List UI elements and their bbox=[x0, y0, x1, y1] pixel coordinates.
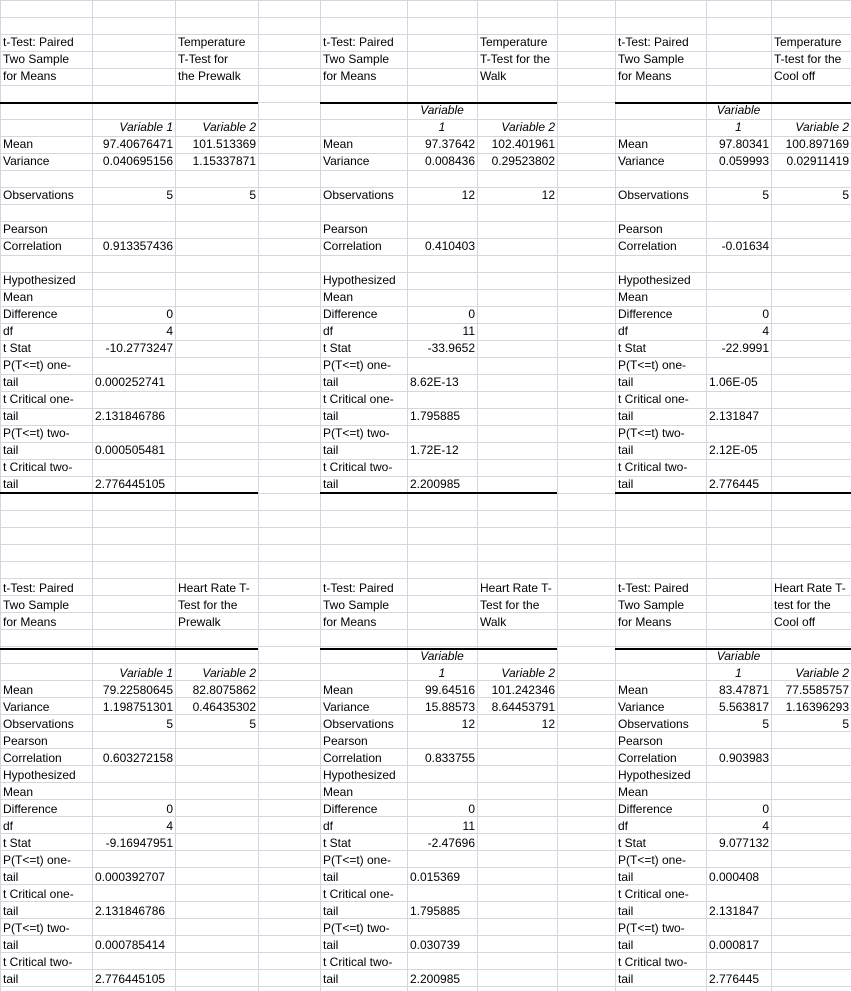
grid-row-line bbox=[0, 170, 851, 171]
pearson-value: 0.833755 bbox=[424, 751, 475, 765]
variance-value-1: 0.040695156 bbox=[102, 154, 173, 168]
row-label-hypothesized-diff: Difference bbox=[323, 307, 378, 321]
hypothesized-diff-value: 0 bbox=[468, 307, 475, 321]
hypothesized-diff-value: 0 bbox=[762, 307, 769, 321]
row-label-pearson: Pearson bbox=[618, 222, 663, 236]
row-label-hypothesized-diff: Mean bbox=[618, 785, 649, 799]
row-label-t-critical-two-tail: tail bbox=[3, 972, 19, 986]
observations-value-2: 12 bbox=[541, 717, 555, 731]
column-header-variable-2: Variable 2 bbox=[501, 120, 555, 134]
p-one-tail-value: 1.06E-05 bbox=[709, 375, 758, 389]
row-label-observations: Observations bbox=[3, 717, 74, 731]
grid-row-line bbox=[0, 544, 851, 545]
p-two-tail-value: 0.030739 bbox=[410, 938, 461, 952]
row-label-variance: Variance bbox=[323, 700, 370, 714]
row-label-mean: Mean bbox=[3, 137, 34, 151]
p-two-tail-value: 0.000785414 bbox=[95, 938, 166, 952]
t-critical-one-tail-value: 2.131846786 bbox=[95, 409, 166, 423]
t-stat-value: -9.16947951 bbox=[105, 836, 173, 850]
variance-value-1: 0.059993 bbox=[718, 154, 769, 168]
row-label-p-one-tail: tail bbox=[618, 870, 634, 884]
row-label-hypothesized-diff: Mean bbox=[323, 290, 354, 304]
observations-value-1: 5 bbox=[166, 717, 173, 731]
row-label-p-two-tail: tail bbox=[323, 938, 339, 952]
row-label-df: df bbox=[618, 819, 629, 833]
observations-value-2: 12 bbox=[541, 188, 555, 202]
row-label-variance: Variance bbox=[3, 700, 50, 714]
grid-row-line bbox=[0, 867, 851, 868]
pearson-value: 0.913357436 bbox=[102, 239, 173, 253]
row-label-pearson: Pearson bbox=[3, 734, 48, 748]
mean-value-1: 83.47871 bbox=[718, 683, 769, 697]
grid-row-line bbox=[0, 527, 851, 528]
pearson-value: -0.01634 bbox=[721, 239, 769, 253]
table-title: the Prewalk bbox=[178, 69, 241, 83]
column-header-variable-1: Variable bbox=[420, 103, 464, 117]
table-title: Cool off bbox=[774, 615, 816, 629]
table-title: Walk bbox=[480, 69, 507, 83]
row-label-t-critical-two-tail: t Critical two- bbox=[3, 955, 73, 969]
table-title: Heart Rate T- bbox=[178, 581, 250, 595]
row-label-variance: Variance bbox=[3, 154, 50, 168]
row-label-p-one-tail: tail bbox=[323, 870, 339, 884]
row-label-observations: Observations bbox=[618, 188, 689, 202]
row-label-t-critical-one-tail: tail bbox=[618, 409, 634, 423]
row-label-hypothesized-diff: Hypothesized bbox=[323, 273, 396, 287]
column-header-variable-2: Variable 2 bbox=[501, 666, 555, 680]
t-critical-two-tail-value: 2.200985 bbox=[410, 972, 461, 986]
mean-value-2: 77.5585757 bbox=[785, 683, 849, 697]
observations-value-1: 12 bbox=[461, 188, 475, 202]
t-critical-one-tail-value: 2.131846786 bbox=[95, 904, 166, 918]
t-critical-one-tail-value: 1.795885 bbox=[410, 904, 461, 918]
row-label-t-critical-one-tail: t Critical one- bbox=[618, 887, 689, 901]
row-label-p-one-tail: P(T<=t) one- bbox=[323, 358, 392, 372]
p-one-tail-value: 0.000252741 bbox=[95, 375, 166, 389]
ttest-header-label: Two Sample bbox=[618, 598, 685, 612]
ttest-header-label: t-Test: Paired bbox=[618, 35, 689, 49]
t-critical-two-tail-value: 2.776445105 bbox=[95, 972, 166, 986]
row-label-p-two-tail: tail bbox=[3, 938, 19, 952]
column-header-variable-1: Variable bbox=[716, 103, 761, 117]
row-label-t-stat: t Stat bbox=[618, 836, 647, 850]
p-two-tail-value: 0.000817 bbox=[709, 938, 760, 952]
table-title: Test for the bbox=[178, 598, 238, 612]
row-label-t-stat: t Stat bbox=[3, 341, 32, 355]
hypothesized-diff-value: 0 bbox=[762, 802, 769, 816]
row-label-t-critical-one-tail: tail bbox=[323, 904, 339, 918]
table-title: test for the bbox=[774, 598, 831, 612]
t-stat-value: 9.077132 bbox=[718, 836, 769, 850]
row-label-p-one-tail: P(T<=t) one- bbox=[3, 853, 72, 867]
row-label-hypothesized-diff: Mean bbox=[323, 785, 354, 799]
row-label-df: df bbox=[618, 324, 629, 338]
row-label-t-stat: t Stat bbox=[323, 836, 352, 850]
row-label-hypothesized-diff: Hypothesized bbox=[3, 273, 76, 287]
table-top-border bbox=[0, 102, 258, 104]
grid-row-line bbox=[0, 391, 851, 392]
t-critical-one-tail-value: 2.131847 bbox=[709, 904, 760, 918]
observations-value-2: 5 bbox=[249, 188, 256, 202]
grid-row-line bbox=[0, 221, 851, 222]
p-one-tail-value: 0.000408 bbox=[709, 870, 760, 884]
row-label-hypothesized-diff: Hypothesized bbox=[618, 273, 691, 287]
row-label-t-critical-one-tail: tail bbox=[3, 904, 19, 918]
column-header-variable-1: 1 bbox=[438, 120, 446, 134]
mean-value-2: 100.897169 bbox=[785, 137, 849, 151]
row-label-hypothesized-diff: Hypothesized bbox=[3, 768, 76, 782]
row-label-p-two-tail: tail bbox=[3, 443, 19, 457]
row-label-hypothesized-diff: Mean bbox=[3, 785, 34, 799]
table-top-border bbox=[0, 648, 258, 650]
column-header-variable-1: 1 bbox=[735, 666, 742, 680]
column-header-variable-1: Variable bbox=[420, 649, 464, 663]
grid-column-line bbox=[258, 0, 259, 991]
variance-value-2: 0.02911419 bbox=[786, 154, 849, 168]
p-two-tail-value: 2.12E-05 bbox=[709, 443, 758, 457]
t-stat-value: -33.9652 bbox=[427, 341, 475, 355]
column-header-variable-2: Variable 2 bbox=[202, 120, 256, 134]
row-label-mean: Mean bbox=[3, 683, 34, 697]
pearson-value: 0.903983 bbox=[718, 751, 769, 765]
table-title: T-test for the bbox=[774, 52, 842, 66]
row-label-df: df bbox=[323, 324, 334, 338]
p-two-tail-value: 1.72E-12 bbox=[410, 443, 459, 457]
variance-value-2: 0.46435302 bbox=[192, 700, 256, 714]
row-label-t-critical-two-tail: t Critical two- bbox=[3, 460, 73, 474]
row-label-observations: Observations bbox=[3, 188, 74, 202]
row-label-t-stat: t Stat bbox=[618, 341, 647, 355]
column-header-variable-1: Variable 1 bbox=[119, 666, 173, 680]
ttest-header-label: for Means bbox=[323, 69, 377, 83]
t-critical-two-tail-value: 2.776445 bbox=[709, 477, 760, 491]
t-stat-value: -2.47696 bbox=[427, 836, 475, 850]
variance-value-1: 5.563817 bbox=[718, 700, 769, 714]
row-label-pearson: Correlation bbox=[3, 239, 62, 253]
grid-row-line bbox=[0, 272, 851, 273]
row-label-t-critical-one-tail: t Critical one- bbox=[323, 887, 394, 901]
row-label-p-two-tail: P(T<=t) two- bbox=[3, 921, 70, 935]
grid-row-line bbox=[0, 935, 851, 936]
grid-row-line bbox=[0, 748, 851, 749]
row-label-df: df bbox=[3, 324, 14, 338]
grid-row-line bbox=[0, 204, 851, 205]
t-critical-two-tail-value: 2.200985 bbox=[410, 477, 461, 491]
row-label-pearson: Pearson bbox=[323, 222, 368, 236]
row-label-p-two-tail: tail bbox=[618, 938, 634, 952]
table-title: Temperature bbox=[480, 35, 548, 49]
df-value: 11 bbox=[462, 324, 475, 338]
grid-row-line bbox=[0, 510, 851, 511]
ttest-header-label: for Means bbox=[618, 615, 672, 629]
mean-value-2: 102.401961 bbox=[491, 137, 555, 151]
table-title: Heart Rate T- bbox=[480, 581, 552, 595]
row-label-p-two-tail: tail bbox=[323, 443, 339, 457]
row-label-hypothesized-diff: Difference bbox=[618, 802, 673, 816]
row-label-t-critical-two-tail: t Critical two- bbox=[323, 460, 393, 474]
row-label-p-one-tail: P(T<=t) one- bbox=[3, 358, 72, 372]
row-label-observations: Observations bbox=[618, 717, 689, 731]
row-label-observations: Observations bbox=[323, 188, 394, 202]
row-label-p-one-tail: tail bbox=[618, 375, 634, 389]
grid-row-line bbox=[0, 289, 851, 290]
df-value: 4 bbox=[166, 819, 173, 833]
row-label-p-two-tail: P(T<=t) two- bbox=[323, 426, 390, 440]
ttest-header-label: t-Test: Paired bbox=[323, 35, 394, 49]
mean-value-1: 97.80341 bbox=[718, 137, 769, 151]
variance-value-2: 1.15337871 bbox=[192, 154, 256, 168]
column-header-variable-2: Variable 2 bbox=[795, 120, 849, 134]
row-label-pearson: Pearson bbox=[323, 734, 368, 748]
row-label-p-one-tail: P(T<=t) one- bbox=[618, 853, 687, 867]
p-two-tail-value: 0.000505481 bbox=[95, 443, 166, 457]
grid-row-line bbox=[0, 901, 851, 902]
row-label-t-stat: t Stat bbox=[3, 836, 32, 850]
grid-row-line bbox=[0, 459, 851, 460]
ttest-header-label: t-Test: Paired bbox=[618, 581, 689, 595]
hypothesized-diff-value: 0 bbox=[468, 802, 475, 816]
row-label-t-critical-two-tail: tail bbox=[618, 477, 634, 491]
df-value: 4 bbox=[762, 324, 769, 338]
grid-row-line bbox=[0, 782, 851, 783]
row-label-mean: Mean bbox=[323, 137, 354, 151]
ttest-header-label: Two Sample bbox=[3, 52, 70, 66]
table-title: T-Test for bbox=[178, 52, 229, 66]
df-value: 4 bbox=[166, 324, 173, 338]
row-label-hypothesized-diff: Hypothesized bbox=[323, 768, 396, 782]
ttest-header-label: Two Sample bbox=[323, 598, 390, 612]
row-label-pearson: Pearson bbox=[618, 734, 663, 748]
observations-value-2: 5 bbox=[249, 717, 256, 731]
row-label-t-critical-two-tail: t Critical two- bbox=[323, 955, 393, 969]
table-title: Walk bbox=[480, 615, 507, 629]
t-critical-two-tail-value: 2.776445 bbox=[709, 972, 760, 986]
row-label-variance: Variance bbox=[323, 154, 370, 168]
observations-value-1: 5 bbox=[166, 188, 173, 202]
mean-value-2: 82.8075862 bbox=[192, 683, 256, 697]
ttest-header-label: t-Test: Paired bbox=[3, 581, 74, 595]
ttest-header-label: for Means bbox=[3, 615, 57, 629]
row-label-t-critical-one-tail: t Critical one- bbox=[618, 392, 689, 406]
row-label-t-critical-two-tail: tail bbox=[323, 972, 339, 986]
table-title: Temperature bbox=[774, 35, 842, 49]
row-label-p-one-tail: tail bbox=[323, 375, 339, 389]
p-one-tail-value: 8.62E-13 bbox=[410, 375, 459, 389]
row-label-t-critical-two-tail: tail bbox=[3, 477, 19, 491]
variance-value-2: 1.16396293 bbox=[785, 700, 849, 714]
row-label-pearson: Correlation bbox=[323, 239, 382, 253]
row-label-p-two-tail: P(T<=t) two- bbox=[618, 921, 685, 935]
row-label-mean: Mean bbox=[618, 137, 649, 151]
mean-value-1: 99.64516 bbox=[424, 683, 475, 697]
row-label-hypothesized-diff: Mean bbox=[3, 290, 34, 304]
observations-value-2: 5 bbox=[842, 188, 849, 202]
grid-row-line bbox=[0, 357, 851, 358]
mean-value-1: 79.22580645 bbox=[102, 683, 173, 697]
t-stat-value: -22.9991 bbox=[721, 341, 769, 355]
table-title: Test for the bbox=[480, 598, 540, 612]
mean-value-2: 101.513369 bbox=[192, 137, 256, 151]
row-label-pearson: Correlation bbox=[323, 751, 382, 765]
row-label-p-one-tail: tail bbox=[3, 375, 19, 389]
ttest-header-label: Two Sample bbox=[618, 52, 685, 66]
row-label-df: df bbox=[3, 819, 14, 833]
variance-value-2: 8.64453791 bbox=[491, 700, 555, 714]
column-header-variable-2: Variable 2 bbox=[202, 666, 256, 680]
row-label-t-critical-one-tail: tail bbox=[323, 409, 339, 423]
grid-row-line bbox=[0, 969, 851, 970]
observations-value-1: 5 bbox=[762, 188, 769, 202]
pearson-value: 0.410403 bbox=[424, 239, 475, 253]
table-title: Temperature bbox=[178, 35, 246, 49]
hypothesized-diff-value: 0 bbox=[166, 802, 173, 816]
table-bottom-border bbox=[320, 492, 557, 494]
p-one-tail-value: 0.015369 bbox=[410, 870, 461, 884]
observations-value-2: 5 bbox=[842, 717, 849, 731]
row-label-t-critical-two-tail: tail bbox=[323, 477, 339, 491]
row-label-variance: Variance bbox=[618, 154, 665, 168]
grid-row-line bbox=[0, 799, 851, 800]
pearson-value: 0.603272158 bbox=[102, 751, 173, 765]
mean-value-2: 101.242346 bbox=[491, 683, 555, 697]
row-label-hypothesized-diff: Difference bbox=[618, 307, 673, 321]
variance-value-1: 1.198751301 bbox=[102, 700, 173, 714]
row-label-t-critical-two-tail: tail bbox=[618, 972, 634, 986]
row-label-hypothesized-diff: Difference bbox=[3, 307, 58, 321]
variance-value-1: 0.008436 bbox=[424, 154, 475, 168]
ttest-header-label: for Means bbox=[3, 69, 57, 83]
row-label-hypothesized-diff: Difference bbox=[3, 802, 58, 816]
p-one-tail-value: 0.000392707 bbox=[95, 870, 166, 884]
row-label-p-one-tail: P(T<=t) one- bbox=[618, 358, 687, 372]
grid-row-line bbox=[0, 646, 851, 647]
grid-column-line bbox=[557, 0, 558, 991]
mean-value-1: 97.37642 bbox=[424, 137, 475, 151]
row-label-p-two-tail: tail bbox=[618, 443, 634, 457]
row-label-p-two-tail: P(T<=t) two- bbox=[618, 426, 685, 440]
df-value: 4 bbox=[762, 819, 769, 833]
ttest-header-label: t-Test: Paired bbox=[323, 581, 394, 595]
ttest-header-label: t-Test: Paired bbox=[3, 35, 74, 49]
table-bottom-border bbox=[615, 492, 851, 494]
hypothesized-diff-value: 0 bbox=[166, 307, 173, 321]
grid-row-line bbox=[0, 578, 851, 579]
row-label-pearson: Correlation bbox=[618, 751, 677, 765]
column-header-variable-1: Variable bbox=[716, 649, 761, 663]
row-label-hypothesized-diff: Difference bbox=[323, 802, 378, 816]
row-label-pearson: Correlation bbox=[3, 751, 62, 765]
table-title: Heart Rate T- bbox=[774, 581, 846, 595]
t-critical-one-tail-value: 2.131847 bbox=[709, 409, 760, 423]
column-header-variable-1: Variable 1 bbox=[119, 120, 173, 134]
row-label-t-critical-one-tail: t Critical one- bbox=[3, 392, 74, 406]
row-label-t-critical-two-tail: t Critical two- bbox=[618, 955, 688, 969]
t-critical-one-tail-value: 1.795885 bbox=[410, 409, 461, 423]
df-value: 11 bbox=[462, 819, 475, 833]
t-stat-value: -10.2773247 bbox=[105, 341, 173, 355]
grid-row-line bbox=[0, 0, 851, 1]
row-label-p-one-tail: tail bbox=[3, 870, 19, 884]
row-label-observations: Observations bbox=[323, 717, 394, 731]
row-label-mean: Mean bbox=[618, 683, 649, 697]
column-header-variable-1: 1 bbox=[735, 120, 742, 134]
ttest-header-label: for Means bbox=[323, 615, 377, 629]
mean-value-1: 97.40676471 bbox=[102, 137, 173, 151]
grid-row-line bbox=[0, 85, 851, 86]
row-label-t-critical-one-tail: tail bbox=[618, 904, 634, 918]
table-bottom-border bbox=[0, 492, 258, 494]
row-label-mean: Mean bbox=[323, 683, 354, 697]
grid-row-line bbox=[0, 561, 851, 562]
row-label-p-one-tail: P(T<=t) one- bbox=[323, 853, 392, 867]
row-label-df: df bbox=[323, 819, 334, 833]
row-label-hypothesized-diff: Hypothesized bbox=[618, 768, 691, 782]
grid-row-line bbox=[0, 425, 851, 426]
row-label-p-two-tail: P(T<=t) two- bbox=[3, 426, 70, 440]
row-label-hypothesized-diff: Mean bbox=[618, 290, 649, 304]
observations-value-1: 12 bbox=[461, 717, 475, 731]
row-label-t-critical-one-tail: t Critical one- bbox=[323, 392, 394, 406]
row-label-t-critical-one-tail: tail bbox=[3, 409, 19, 423]
row-label-t-stat: t Stat bbox=[323, 341, 352, 355]
row-label-p-two-tail: P(T<=t) two- bbox=[323, 921, 390, 935]
column-header-variable-1: 1 bbox=[438, 666, 446, 680]
column-header-variable-2: Variable 2 bbox=[795, 666, 849, 680]
ttest-header-label: for Means bbox=[618, 69, 672, 83]
row-label-pearson: Correlation bbox=[618, 239, 677, 253]
ttest-header-label: Two Sample bbox=[3, 598, 70, 612]
ttest-header-label: Two Sample bbox=[323, 52, 390, 66]
t-critical-two-tail-value: 2.776445105 bbox=[95, 477, 166, 491]
row-label-t-critical-one-tail: t Critical one- bbox=[3, 887, 74, 901]
row-label-t-critical-two-tail: t Critical two- bbox=[618, 460, 688, 474]
table-title: Prewalk bbox=[178, 615, 221, 629]
table-title: T-Test for the bbox=[480, 52, 551, 66]
table-title: Cool off bbox=[774, 69, 816, 83]
row-label-pearson: Pearson bbox=[3, 222, 48, 236]
grid-row-line bbox=[0, 255, 851, 256]
row-label-variance: Variance bbox=[618, 700, 665, 714]
variance-value-1: 15.88573 bbox=[424, 700, 475, 714]
variance-value-2: 0.29523802 bbox=[491, 154, 555, 168]
observations-value-1: 5 bbox=[762, 717, 769, 731]
grid-row-line bbox=[0, 17, 851, 18]
